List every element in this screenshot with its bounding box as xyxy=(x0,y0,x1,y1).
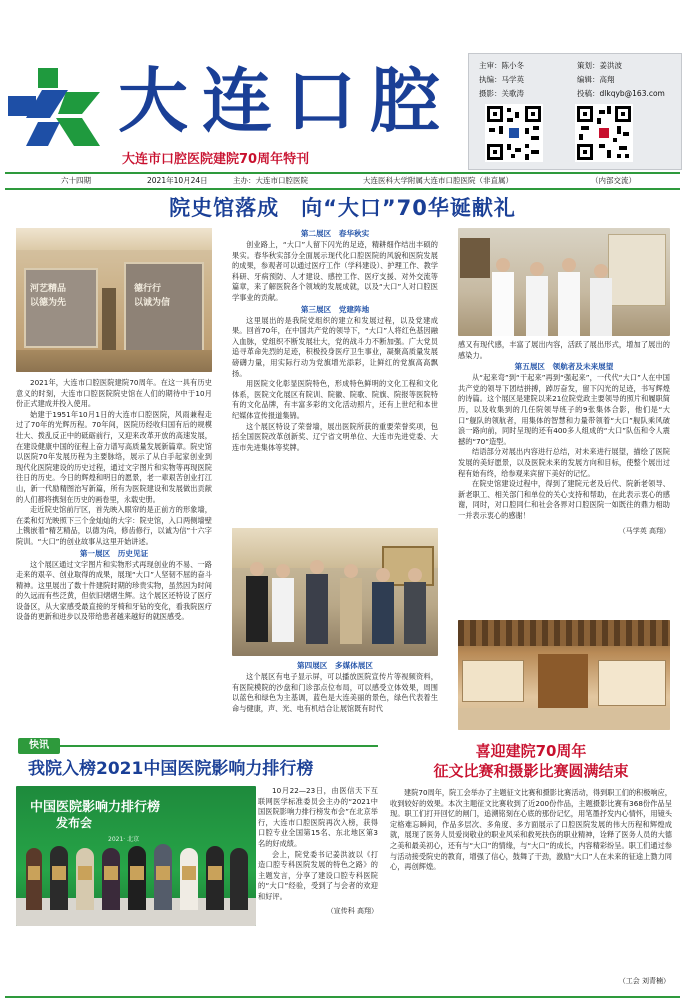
credit-item: 执编：马学英 xyxy=(479,75,524,84)
issue-date: 2021年10月24日 xyxy=(147,176,208,185)
contest-title-line-2: 征文比赛和摄影比赛圆满结束 xyxy=(433,762,629,780)
sponsor: 主办：大连市口腔医院 xyxy=(233,176,308,185)
credit-item: 编辑：高翔 xyxy=(577,75,615,84)
article-column-2b xyxy=(232,660,438,714)
paragraph: 会上，院党委书记姜洪波以《打造口腔专科医院发展的特色之路》的主题发言，分享了建设口腔专科医院的“大口”经验，受到了与会者的欢迎和好评。 xyxy=(258,849,378,901)
paragraph: 这个展区有电子显示屏，可以播放医院宣传片等视频资料，有医院模院的沙盘和门诊部点位布局，可以感受立体效果，周围以蓝色和绿色为主基调，蓝色是大连美丽的景色，绿色代表着生命与健康，声、光、电有机结合让展馆既有时代 xyxy=(232,672,438,713)
news-flash-section xyxy=(10,738,378,996)
circulation-note: （内部交流） xyxy=(591,176,636,185)
credits-box xyxy=(468,53,682,170)
headline: 院史馆落成 向“大口”70华诞献礼 xyxy=(169,196,516,220)
banner-subtitle: 发布会 xyxy=(56,816,93,830)
section-heading: 第二展区 春华秋实 xyxy=(300,229,370,238)
contest-section xyxy=(386,742,676,996)
credit-item: 摄影：关歌涛 xyxy=(479,89,524,98)
qr-code-icon xyxy=(575,104,633,162)
paragraph: 结语部分对展出内容进行总结，对未来进行展望，描绘了医院发展的美好愿景，以及医院未来的发展方向和目标，使整个展出过程有始有终，给参观来宾留下美好的记忆。 xyxy=(458,447,670,478)
article-column-2 xyxy=(232,228,438,453)
contest-title-line-1: 喜迎建院70周年 xyxy=(475,742,587,760)
paragraph: 这里展出的是我院党组织的建立和发展过程，以及党建成果。回首70年，在中国共产党的领导下，“大口”人将红色基因融入血脉，党组织不断发展壮大，党的战斗力不断加强。广大党员追寻革命先烈的足迹，积极投身医疗卫生事业，凝聚高质量发展磅礴力量，用实际行动为党旗增光添彩，让鲜红的党旗高高飘扬。 xyxy=(232,315,438,378)
exhibition-hall-photo xyxy=(458,620,670,730)
banner-year: 2021· 北京 xyxy=(108,836,140,843)
paragraph: 始建于1951年10月1日的大连市口腔医院，风雨兼程走过了70年的光辉历程。70年间，医院历经收归国有后的规模壮大、拨乱反正中的砥砺前行，又迎来改革开放的高速发展，在建设健康中国的征程上奋力谱写高质量发展新篇章。院史馆以医院70年发展历程为主要脉络，展示了从白手起家创业到现代化医院建设的历史过程，通过文字图片和实物等再现医院往日的历史。今日的辉煌和明日的愿景，老一辈艰苦创业打江山，新一代励精图治写新篇，所有为医院建设和发展做出贡献的人们都将携刻在历史的画卷里，永载史册。 xyxy=(16,409,212,504)
byline: （工会 刘青楠） xyxy=(618,977,670,985)
masthead-title: 大连口腔 xyxy=(118,59,454,142)
section-heading: 第三展区 党建阵地 xyxy=(300,304,370,314)
article-column-1 xyxy=(16,378,212,623)
museum-motto-right: 德行行 以诚为信 xyxy=(134,284,171,308)
banner-title: 中国医院影响力排行榜 xyxy=(30,800,161,815)
byline: （宣传科 高翔） xyxy=(326,906,378,915)
section-heading: 第一展区 历史见证 xyxy=(79,548,149,558)
masthead xyxy=(0,0,685,172)
news-flash-body xyxy=(258,786,378,916)
paragraph: 这个展区特设了荣誉墙，展出医院所获的重要荣誉奖项，包括全国医院改革创新奖、辽宁省文明单位、大连市先进党委、大连市先进集体等奖牌。 xyxy=(232,421,438,452)
article-column-3 xyxy=(458,340,670,536)
contest-body xyxy=(390,788,672,873)
paragraph: 走近院史馆前厅区，首先映入眼帘的是正前方的形象墙，在柔和灯光映照下三个金灿灿的大字：院史馆，入口两侧墙壁上镌嵌着“精艺精品，以德为尚，修齿修行，以诚为信”十六字院训。“大口”的创业故事从这里开始讲述。 xyxy=(16,505,212,546)
paragraph: 创业路上，“大口”人留下闪光的足迹，精耕细作结出丰硕的果实。春华秋实部分全面展示现代化口腔医院的风貌和医院发展的成果，参观者可以通过医疗工作（学科建设）、护理工作、教学科研、牙病预防、人才建设、感控工作、医疗支援、对外交流等篇章，来了解医院各个领域的发展成就，以及“大口”人对口腔医学事业的贡献。 xyxy=(232,240,438,302)
paragraph: 10月22—23日，由医信天下互联网医学标准委员会主办的“2021中国医院影响力排行榜发布会”在北京举行，大连市口腔医院再次入榜，获得口腔专业全国第15名、东北地区第3名的好成绩。 xyxy=(258,786,378,848)
section-heading: 第五展区 领航者及未来展望 xyxy=(514,362,614,372)
paragraph: 这个展区通过文字图片和实物形式再现创业的不易、一路走来的艰辛、创业取得的成果，展现“大口”人坚韧不屈的奋斗精神。这里展出了数十件建院时期的珍贵实物，虽然因为时间的久远而有些泛黄，但依旧熠熠生辉。这个展区还特设了医疗设备区，从大家感受最直接的牙椅和牙钻的变化，看我院医疗设备的更新和进步以及带给患者越来越好的就医感受。 xyxy=(16,559,212,622)
issue-number: 六十四期 xyxy=(61,176,91,185)
info-bar xyxy=(5,172,680,190)
paragraph: 在院史馆建设过程中，得到了建院元老及后代、院新老领导、新老职工、相关部门和单位的关心支持和帮助，在此表示衷心的感谢，同时，对口腔同仁和社会各界对口腔医院一如既往的鼎力相助一并表示衷心的感谢！ xyxy=(458,479,670,520)
museum-motto-left: 河艺精品 以德为先 xyxy=(30,284,67,308)
credit-item: 投稿：dlkqyb@163.com xyxy=(577,89,665,98)
award-ceremony-photo xyxy=(16,786,256,926)
paragraph: 建院70周年，院工会举办了主题征文比赛和摄影比赛活动，得到职工们的积极响应，收到较好的效果。本次主题征文比赛收到了近200份作品，主题摄影比赛有368份作品呈现。职工们打开回忆的闸门，追溯铭刻在心底的那份记忆，用笔墨抒发内心情怀，用镜头定格难忘瞬间，作品多层次、多角度、多方面展示了口腔医院发展的伟大历程和辉煌成就，展现了医务人员爱岗敬业的职业风采和救死扶伤的职业精神，诠释了医务人员的大德之美和最美初心，还有与“大口”的情缘，与“大口”的成长，内容精彩纷呈。职工们通过参与活动接受院史的教育，增强了信心，鼓舞了干劲，激励“大口”人在未来的征途上勠力同心，再创辉煌。 xyxy=(390,788,672,872)
museum-entrance-photo xyxy=(16,228,212,372)
visitors-group-photo xyxy=(232,528,438,656)
news-flash-tag: 快讯 xyxy=(18,738,60,754)
doctors-visit-photo xyxy=(458,228,670,336)
paragraph: 2021年，大连市口腔医院建院70周年。在这一具有历史意义的时刻，大连市口腔医院院史馆在人们的期待中于10月份正式建成并投入使用。 xyxy=(16,378,212,409)
paragraph: 用医院文化彰显医院特色，形成特色鲜明的文化工程和文化体系，医院文化展区有院训、院徽、院歌、院旗、院报等医院特有的文化品牌，有丰富多彩的文化活动照片，还有上世纪和本世纪媒体宣传报道集锦。 xyxy=(232,379,438,420)
affiliation: 大连医科大学附属大连市口腔医院（非直属） xyxy=(363,176,513,185)
masthead-subtitle: 大连市口腔医院建院70周年特刊 xyxy=(122,152,310,167)
byline: （马学英 高翔） xyxy=(618,526,670,535)
paragraph: 从“起来弯”到“干起来”再到“强起来”，一代代“大口”人在中国共产党的领导下团结拼搏，踔厉奋发，留下闪光的足迹，书写辉煌的诗篇。这个展区是建院以来21位院党政主要领导的照片和履职简历，以及收集到的几任院领导班子的9张集体合影，他们是“大口”舰队的领航者，用集体的智慧和力量带领着“大口”舰队乘风破浪一路向前，同时呈现的还有400多人组成的“大口”队伍和令人震撼的“70”造型。 xyxy=(458,373,670,446)
credit-item: 策划：姜洪波 xyxy=(577,61,622,70)
qr-code-icon xyxy=(485,104,543,162)
section-heading: 第四展区 多媒体展区 xyxy=(297,661,373,670)
paragraph: 感又有现代感，丰富了展出内容，活跃了展出形式，增加了展出的感染力。 xyxy=(458,340,670,360)
credit-item: 主审：陈小冬 xyxy=(479,61,524,70)
hospital-logo-icon xyxy=(8,68,108,148)
news-flash-title: 我院入榜2021中国医院影响力排行榜 xyxy=(28,759,314,779)
